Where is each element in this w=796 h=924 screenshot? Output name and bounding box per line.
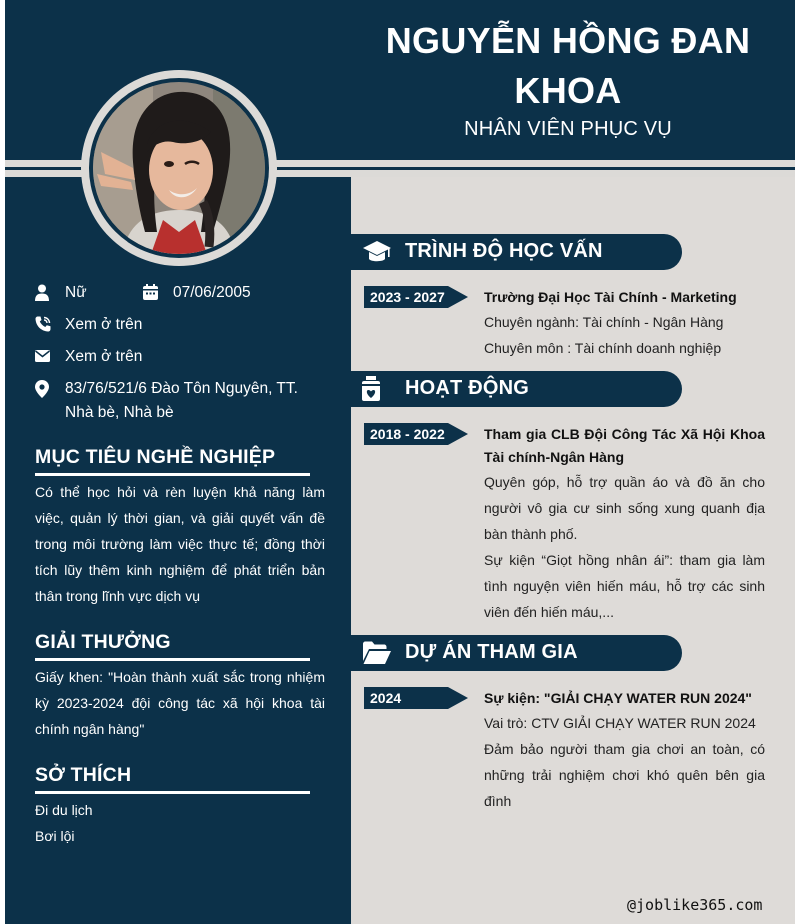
candidate-name — [365, 16, 771, 116]
objective-title: MỤC TIÊU NGHỀ NGHIỆP — [35, 446, 310, 476]
date-tag-arrow — [448, 687, 468, 709]
projects-detail: Đảm bảo người tham gia chơi an toàn, có những trải nghiệm chơi khó quên bên gia đình — [484, 741, 765, 809]
address-line1: 83/76/521/6 Đào Tôn Nguyên, TT. — [65, 380, 298, 397]
candidate-name-line1: NGUYỄN HỒNG ĐAN — [385, 20, 751, 61]
education-title: TRÌNH ĐỘ HỌC VẤN — [405, 240, 603, 262]
objective-text: Có thể học hỏi và rèn luyện khả năng làm việc, quản lý thời gian, và giải quyết vấn đề trong môi trường làm việc thực tế; đồng thời tích lũy thêm kinh nghiệm để phát triển bản thân trong lĩnh vực dịch vụ — [35, 484, 325, 604]
projects-detail: Vai trò: CTV GIẢI CHẠY WATER RUN 2024 — [484, 715, 756, 731]
date-tag-arrow — [448, 286, 468, 308]
education-date: 2023 - 2027 — [370, 289, 445, 305]
folder-open-icon — [363, 641, 391, 665]
address-line2: Nhà bè, Nhà bè — [65, 404, 174, 421]
activity-badge-icon — [361, 376, 381, 402]
job-title: NHÂN VIÊN PHỤC VỤ — [464, 118, 672, 140]
projects-heading: Sự kiện: "GIẢI CHẠY WATER RUN 2024" — [484, 690, 752, 706]
sidebar — [5, 177, 351, 924]
activities-title: HOẠT ĐỘNG — [405, 377, 530, 399]
avatar-portrait — [93, 82, 265, 254]
projects-section-header — [351, 635, 682, 671]
gender-value: Nữ — [65, 284, 87, 301]
calendar-icon — [143, 284, 158, 300]
date-tag-arrow — [448, 423, 468, 445]
activities-detail: Quyên góp, hỗ trợ quần áo và đồ ăn cho người vô gia cư sinh sống xung quanh địa bàn thành phố. — [484, 474, 765, 542]
location-pin-icon — [35, 380, 49, 398]
hobby-item: Bơi lội — [35, 828, 75, 844]
activities-heading: Tham gia CLB Đội Công Tác Xã Hội Khoa Tài chính-Ngân Hàng — [484, 426, 765, 465]
graduation-cap-icon — [363, 239, 391, 265]
education-section-header — [351, 234, 682, 270]
envelope-icon — [35, 350, 50, 363]
awards-title: GIẢI THƯỞNG — [35, 631, 310, 661]
hobbies-title: SỞ THÍCH — [35, 764, 310, 794]
avatar — [93, 82, 265, 254]
email-value: Xem ở trên — [65, 348, 143, 365]
phone-value: Xem ở trên — [65, 316, 143, 333]
resume-page — [5, 0, 795, 924]
activities-detail: Sự kiện “Giọt hồng nhân ái”: tham gia làm tình nguyện viên hiến máu, hỗ trợ các sinh viên đến hiến máu,... — [484, 552, 765, 620]
activities-section-header — [351, 371, 682, 407]
awards-text: Giấy khen: "Hoàn thành xuất sắc trong nhiệm kỳ 2023-2024 đội công tác xã hội khoa tài chính ngân hàng" — [35, 669, 325, 737]
person-icon — [35, 284, 49, 301]
projects-date: 2024 — [370, 690, 402, 706]
phone-icon — [35, 316, 51, 332]
projects-title: DỰ ÁN THAM GIA — [405, 641, 578, 663]
education-detail: Chuyên ngành: Tài chính - Ngân Hàng — [484, 314, 724, 330]
education-detail: Chuyên môn : Tài chính doanh nghiệp — [484, 340, 722, 356]
education-school: Trường Đại Học Tài Chính - Marketing — [484, 289, 737, 305]
hobby-item: Đi du lịch — [35, 802, 93, 818]
candidate-name-line2: KHOA — [514, 70, 622, 111]
birthday-value: 07/06/2005 — [173, 284, 251, 301]
activities-date: 2018 - 2022 — [370, 426, 445, 442]
watermark: @joblike365.com — [627, 896, 763, 914]
